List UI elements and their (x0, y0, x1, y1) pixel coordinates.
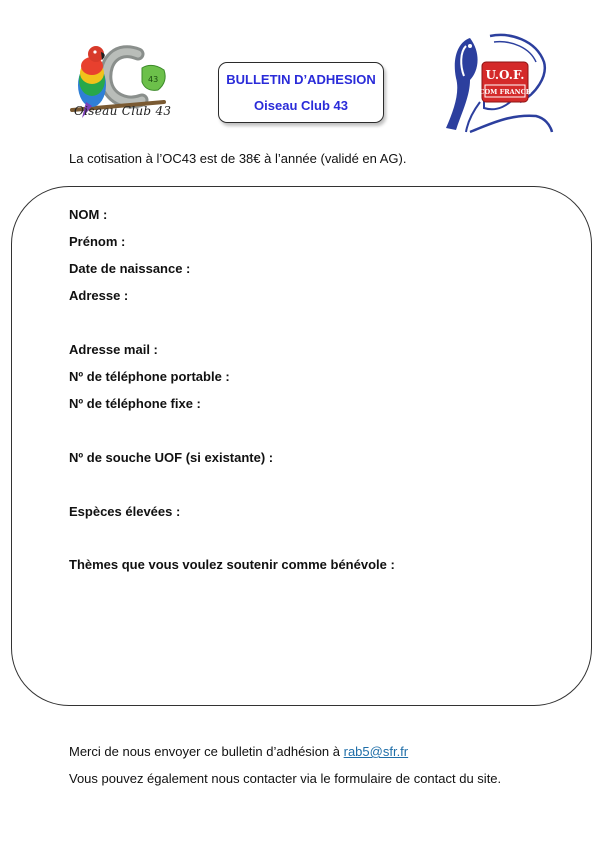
uof-badge-title: U.O.F. (485, 68, 525, 82)
field-souche-uof: Nº de souche UOF (si existante) : (69, 450, 274, 465)
field-telephone-portable: Nº de téléphone portable : (69, 369, 230, 384)
field-nom: NOM : (69, 207, 108, 222)
field-adresse: Adresse : (69, 288, 129, 303)
uof-budgie-logo-icon (440, 32, 560, 140)
field-especes-elevees: Espèces élevées : (69, 504, 181, 519)
field-prenom: Prénom : (69, 234, 126, 249)
logo-badge-number: 43 (148, 75, 159, 84)
footer-send-note (69, 744, 408, 759)
field-adresse-mail: Adresse mail : (69, 342, 158, 357)
contact-email-link[interactable]: rab5@sfr.fr (343, 744, 409, 759)
club-name: Oiseau Club 43 (254, 98, 348, 113)
uof-logo (440, 32, 560, 140)
logo-caption: Oiseau Club 43 (74, 104, 172, 118)
uof-badge-subtitle: COM FRANCE (479, 88, 531, 96)
field-themes-benevole: Thèmes que vous voulez soutenir comme bénévole : (69, 557, 395, 572)
footer-send-text: Merci de nous envoyer ce bulletin d’adhésion à (69, 744, 344, 759)
title-box (218, 62, 384, 123)
document-title: BULLETIN D’ADHESION (226, 72, 376, 87)
membership-fee-note: La cotisation à l’OC43 est de 38€ à l’année (validé en AG). (69, 151, 407, 166)
footer-contact-note: Vous pouvez également nous contacter via le formulaire de contact du site. (69, 771, 502, 786)
field-date-naissance: Date de naissance : (69, 261, 191, 276)
field-telephone-fixe: Nº de téléphone fixe : (69, 396, 201, 411)
